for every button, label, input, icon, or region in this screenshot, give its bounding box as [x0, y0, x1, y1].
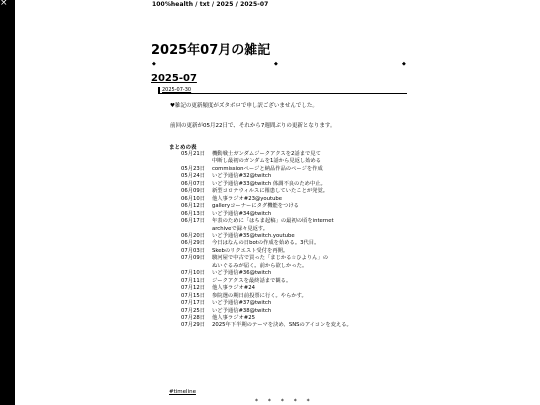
item-date: 07月17日 [181, 300, 206, 307]
item-text: いど予通信#36@twitch [212, 270, 272, 277]
item-date: 07月11日 [181, 277, 206, 284]
item-text: 今日はなんの日botの作成を始める。3代目。 [212, 240, 320, 247]
list-item [181, 188, 352, 195]
item-text: いど予通信#38@twitch [212, 307, 272, 314]
timeline-link[interactable]: #timeline [169, 389, 196, 395]
list-item [181, 211, 352, 218]
item-text: いど予通信#35@twitch.youtube [212, 232, 295, 239]
list-item [181, 278, 352, 285]
left-sidebar [0, 0, 15, 405]
item-date: 06月29日 [181, 240, 206, 247]
item-date: 06月17日 [181, 218, 206, 225]
list-item [181, 293, 352, 300]
item-date: 07月28日 [181, 314, 206, 321]
nav-marker-center[interactable]: ◆ [274, 61, 278, 67]
nav-markers [152, 61, 406, 67]
list-item [181, 255, 352, 262]
list-item [181, 173, 352, 180]
list-item [181, 203, 352, 210]
item-text: いど予通信#34@twitch [212, 210, 272, 217]
list-item [181, 285, 352, 292]
item-date: 05月21日 [181, 151, 206, 157]
list-item-continuation: 中断し最初のガンダムを1話から見返し始める [212, 158, 322, 165]
item-text: ジークアクスを最終話まで観る。 [212, 277, 292, 284]
item-date: 06月10日 [181, 195, 206, 202]
list-item [181, 308, 352, 315]
item-date: 06月13日 [181, 210, 206, 217]
item-date: 07月10日 [181, 270, 206, 277]
item-text: いど予通信#33@twitch 体調不良のため中止。 [212, 180, 326, 187]
list-item [181, 240, 352, 247]
item-text: 駿河屋で中古で買った「まじかる☆ひよりん」の [212, 255, 328, 262]
page-title: 2025年07月の雑記 [151, 43, 271, 58]
list-item [181, 218, 352, 225]
item-text: 他人事ラジオ#23@youtube [212, 195, 283, 202]
list-item-continuation: ぬいぐるみが届く。前から欲しかった。 [212, 262, 308, 269]
item-date: 06月20日 [181, 232, 206, 239]
item-text: 2025年下半期のテーマを決め、SNSのアイコンを変える。 [212, 322, 352, 329]
nav-marker-right[interactable]: ◆ [402, 61, 406, 67]
list-item [181, 270, 352, 277]
close-icon[interactable]: × [0, 0, 8, 8]
item-date: 06月12日 [181, 203, 206, 210]
item-date: 07月29日 [181, 322, 206, 329]
list-item [181, 300, 352, 307]
list-item-continuation: archiveで録々見返す。 [212, 225, 269, 232]
item-text: 新型コロナウィルスに罹患していたことが発覚。 [212, 188, 329, 195]
item-text: commissionページと納品作品のページを作成 [212, 165, 323, 172]
item-text: いど予通信#37@twitch [212, 300, 272, 307]
item-date: 05月24日 [181, 173, 206, 180]
item-date: 06月07日 [181, 180, 206, 187]
item-date: 07月25日 [181, 307, 206, 314]
item-date: 07月03日 [181, 247, 206, 254]
entry-date [158, 87, 407, 94]
item-text: 年表のために「はちま起稿」の最初の頃をinternet [212, 218, 334, 225]
summary-heading: まとめの表 [169, 145, 197, 151]
item-text: 機動戦士ガンダムジークアクスを2話まで見て [212, 151, 321, 157]
item-text: いど予通信#32@twitch [212, 173, 272, 180]
section-divider: * * * * * [255, 398, 314, 405]
entry-date-label[interactable]: 2025-07-30 [162, 87, 192, 93]
item-text: 参院選の期日前投票に行く。やらかす。 [212, 292, 307, 299]
day-heading[interactable]: 2025-07 [151, 73, 197, 84]
summary-list [181, 151, 352, 330]
item-date: 06月09日 [181, 188, 206, 195]
breadcrumb[interactable]: 100%health / txt / 2025 / 2025-07 [152, 1, 269, 8]
item-date: 07月12日 [181, 285, 206, 292]
item-date: 07月09日 [181, 255, 206, 262]
item-date: 05月23日 [181, 165, 206, 172]
item-text: 他人事ラジオ#25 [212, 314, 255, 321]
nav-marker-left[interactable]: ◆ [152, 61, 156, 67]
item-text: galleryコーナーにタグ機能をつける [212, 203, 299, 210]
item-text: Skebのリクエスト受付を再開。 [212, 247, 289, 254]
update-note: 前回の更新が05月22日で、それから7週間ぶりの更新となります。 [170, 123, 336, 129]
list-item [181, 322, 352, 329]
item-date: 07月15日 [181, 292, 206, 299]
intro-text: ♥雑記の更新頻度がズタボロで申し訳ございませんでした。 [170, 103, 318, 109]
item-text: 他人事ラジオ#24 [212, 285, 255, 292]
